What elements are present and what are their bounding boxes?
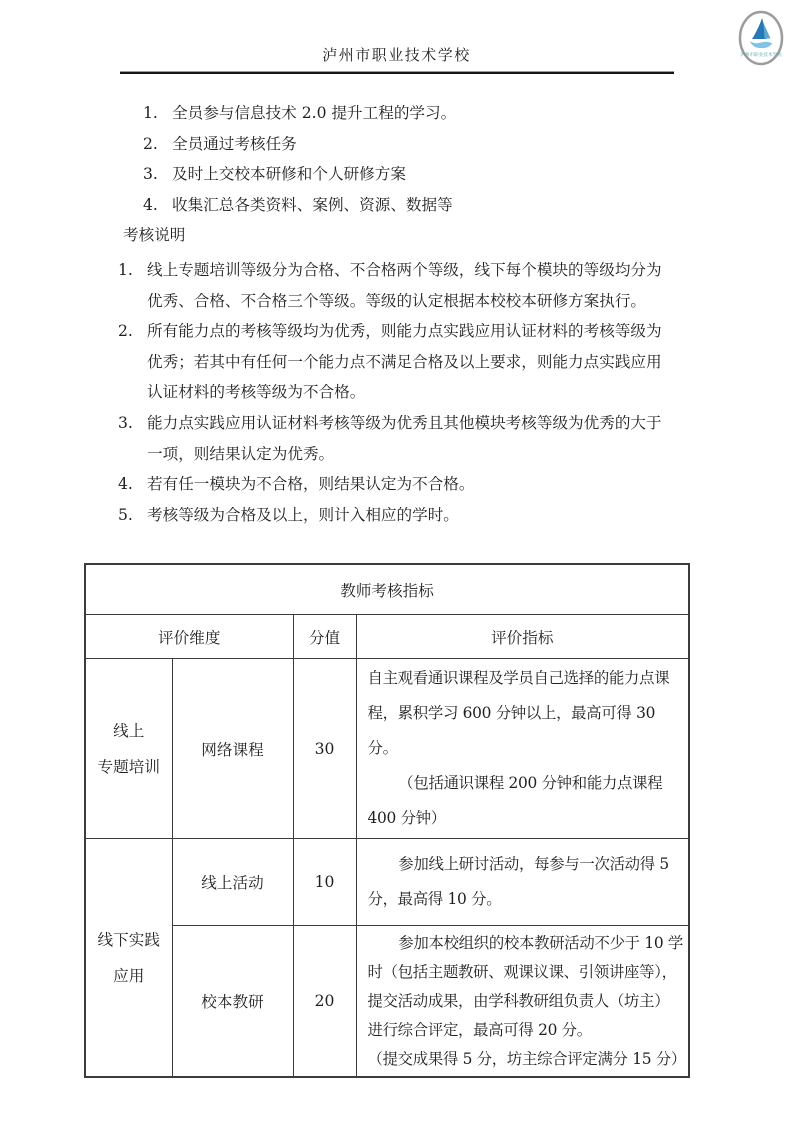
score-cell: 20 [293, 926, 356, 1078]
list-number: 5. [118, 505, 133, 524]
goal-list [143, 98, 456, 220]
list-item [143, 129, 456, 160]
list-text: 全员通过考核任务 [172, 134, 297, 153]
page-title: 泸州市职业技术学校 [322, 46, 471, 64]
list-number: 2. [118, 322, 133, 341]
header-divider [120, 71, 674, 74]
group-line: 专题培训 [97, 757, 160, 776]
column-header-indicator: 评价指标 [356, 615, 689, 659]
list-number: 4. [143, 195, 158, 214]
dimension-group-cell [85, 659, 172, 839]
list-item [118, 408, 675, 469]
list-item [118, 255, 675, 316]
list-text: 及时上交校本研修和个人研修方案 [172, 165, 406, 184]
list-item [118, 469, 675, 500]
module-cell: 校本教研 [172, 926, 293, 1078]
indicator-paragraph: 参加线上研讨活动，每参与一次活动得 5 分，最高得 10 分。 [367, 855, 669, 908]
group-line: 线下实践 [97, 930, 160, 949]
list-item [143, 159, 456, 190]
list-number: 1. [143, 104, 158, 122]
assessment-indicators-table [84, 563, 690, 1078]
school-logo-icon [738, 10, 784, 66]
list-text: 全员参与信息技术 2.0 提升工程的学习。 [172, 104, 457, 122]
table-title: 教师考核指标 [85, 564, 689, 615]
list-number: 3. [143, 165, 158, 184]
list-item [118, 500, 675, 531]
column-header-dimension: 评价维度 [85, 615, 293, 659]
indicator-paragraph: 参加本校组织的校本教研活动不少于 10 学时（包括主题教研、观课议课、引领讲座等），提交活动成果，由学科教研组负责人（坊主）进行综合评定，最高可得 20 分。 [367, 933, 684, 1039]
indicator-paragraph: （提交成果得 5 分，坊主综合评定满分 15 分） [367, 1049, 686, 1068]
indicator-paragraph: （包括通识课程 200 分钟和能力点课程 400 分钟） [367, 774, 663, 827]
list-number: 2. [143, 134, 158, 153]
indicator-cell [356, 926, 689, 1078]
column-header-score: 分值 [293, 615, 356, 659]
list-item [143, 190, 456, 221]
list-text: 所有能力点的考核等级均为优秀，则能力点实践应用认证材料的考核等级为优秀；若其中有任何一个能力点不满足合格及以上要求，则能力点实践应用认证材料的考核等级为不合格。 [147, 322, 662, 402]
module-cell: 网络课程 [172, 659, 293, 839]
list-item [118, 316, 675, 408]
group-line: 线上 [113, 721, 145, 740]
dimension-group-cell [85, 839, 172, 1078]
module-cell: 线上活动 [172, 839, 293, 926]
indicator-paragraph: 自主观看通识课程及学员自己选择的能力点课程，累积学习 600 分钟以上，最高可得 30 分。 [367, 669, 670, 757]
table-row [85, 659, 689, 839]
list-text: 能力点实践应用认证材料考核等级为优秀且其他模块考核等级为优秀的大于一项，则结果认定为优秀。 [147, 413, 662, 463]
list-text: 若有任一模块为不合格，则结果认定为不合格。 [147, 475, 475, 494]
table-row [85, 839, 689, 926]
section-title: 考核说明 [123, 226, 186, 244]
indicator-cell [356, 659, 689, 839]
logo-caption: 泸州市职业技术学校 [740, 53, 782, 58]
list-number: 1. [118, 261, 133, 279]
indicator-cell [356, 839, 689, 926]
list-text: 收集汇总各类资料、案例、资源、数据等 [172, 195, 453, 214]
assessment-notes-list [118, 255, 675, 530]
list-item [143, 98, 456, 129]
table-row [85, 926, 689, 1078]
score-cell: 10 [293, 839, 356, 926]
group-line: 应用 [113, 966, 145, 985]
list-text: 考核等级为合格及以上，则计入相应的学时。 [147, 505, 459, 524]
list-number: 3. [118, 413, 133, 432]
list-text: 线上专题培训等级分为合格、不合格两个等级，线下每个模块的等级均分为优秀、合格、不合格三个等级。等级的认定根据本校校本研修方案执行。 [147, 261, 662, 310]
score-cell: 30 [293, 659, 356, 839]
list-number: 4. [118, 475, 133, 494]
